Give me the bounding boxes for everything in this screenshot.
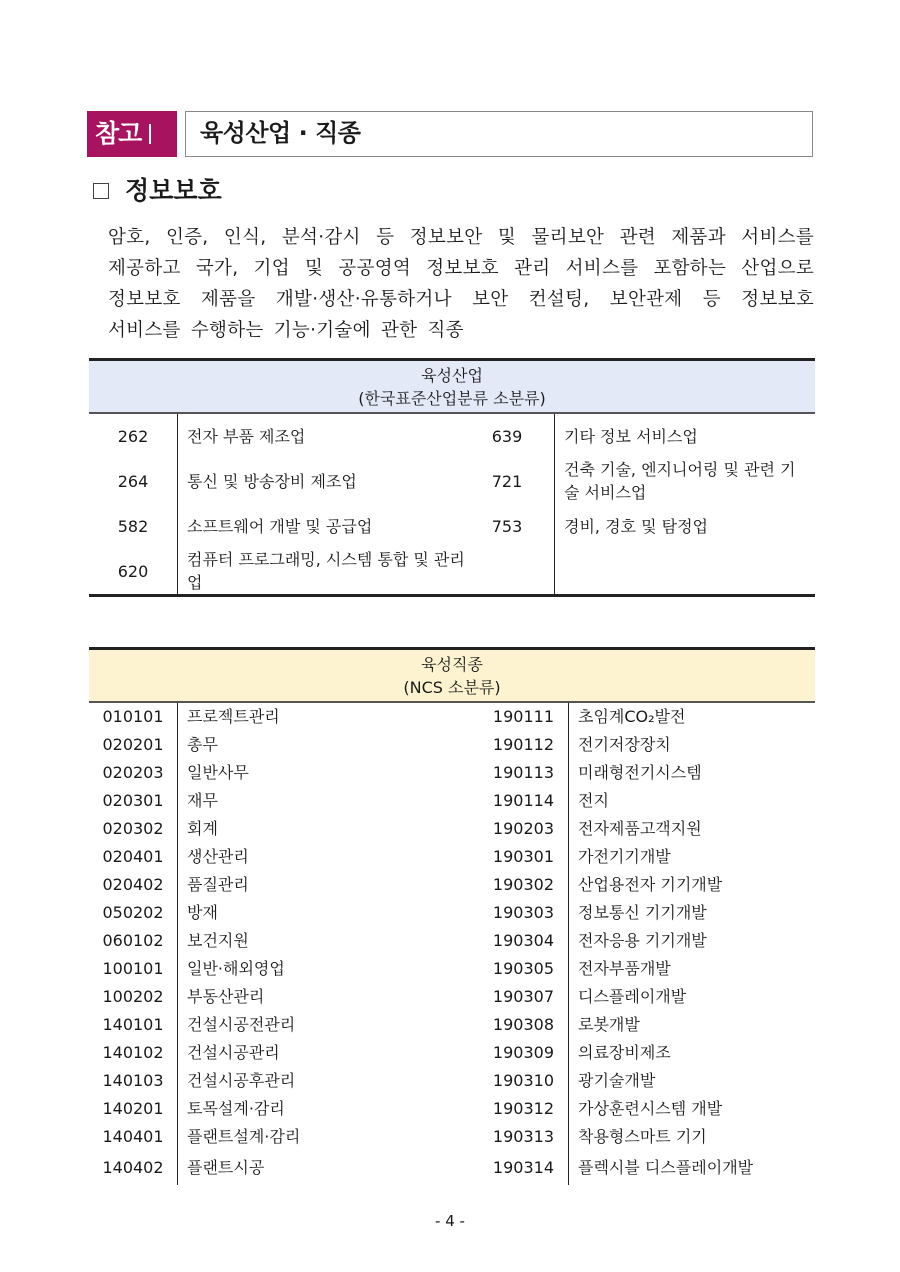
name-cell: 건설시공전관리 [178, 1011, 482, 1039]
name-cell: 보건지원 [178, 927, 482, 955]
code-cell: 190112 [492, 735, 554, 754]
reference-tag-label: 참고 [95, 119, 142, 148]
name-cell: 건설시공후관리 [178, 1067, 482, 1095]
name-cell: 가전기기개발 [569, 843, 816, 871]
table-row [89, 871, 815, 899]
page-number: - 4 - [435, 1212, 465, 1230]
industry-table-header [89, 360, 815, 414]
table-row [89, 1011, 815, 1039]
name-cell: 가상훈련시스템 개발 [569, 1095, 816, 1123]
code-cell: 060102 [102, 931, 164, 950]
name-cell: 재무 [178, 787, 482, 815]
table-row [89, 413, 815, 458]
name-cell: 경비, 경호 및 탐정업 [555, 504, 816, 548]
code-cell: 020201 [102, 735, 164, 754]
section-title: 정보보호 [125, 176, 222, 205]
name-cell: 회계 [178, 815, 482, 843]
name-cell: 일반사무 [178, 759, 482, 787]
name-cell: 광기술개발 [569, 1067, 816, 1095]
code-cell: 140201 [102, 1099, 164, 1118]
name-cell: 기타 정보 서비스업 [555, 413, 816, 458]
table-row [89, 1095, 815, 1123]
name-cell: 통신 및 방송장비 제조업 [178, 458, 469, 504]
name-cell: 전기저장장치 [569, 731, 816, 759]
table-row [89, 955, 815, 983]
table-row [89, 983, 815, 1011]
name-cell: 로봇개발 [569, 1011, 816, 1039]
industry-header-title: 육성산업 [421, 366, 483, 385]
name-cell: 전자 부품 제조업 [178, 413, 469, 458]
code-cell: 140402 [102, 1158, 164, 1177]
name-cell: 플랜트설계·감리 [178, 1123, 482, 1151]
name-cell: 디스플레이개발 [569, 983, 816, 1011]
code-cell: 190203 [492, 819, 554, 838]
code-cell: 190310 [492, 1071, 554, 1090]
code-cell: 190302 [492, 875, 554, 894]
code-cell: 100202 [102, 987, 164, 1006]
code-cell: 140103 [102, 1071, 164, 1090]
code-cell: 140102 [102, 1043, 164, 1062]
section-heading [93, 175, 222, 207]
description-line: 서비스를 수행하는 기능·기술에 관한 직종 [108, 320, 464, 341]
code-cell: 190309 [492, 1043, 554, 1062]
code-cell: 190113 [492, 763, 554, 782]
code-cell: 100101 [102, 959, 164, 978]
table-row [89, 504, 815, 548]
description-line: 제공하고 국가, 기업 및 공공영역 정보보호 관리 서비스를 포함하는 산업으로 [108, 258, 814, 279]
code-cell [468, 548, 555, 596]
code-cell: 190307 [492, 987, 554, 1006]
name-cell: 건축 기술, 엔지니어링 및 관련 기술 서비스업 [555, 458, 816, 504]
reference-tag [87, 111, 177, 157]
name-cell: 전자제품고객지원 [569, 815, 816, 843]
code-cell: 020402 [102, 875, 164, 894]
industry-table [89, 358, 815, 597]
occupation-table-header [89, 649, 815, 703]
code-cell: 020301 [102, 791, 164, 810]
table-row [89, 899, 815, 927]
code-cell: 190305 [492, 959, 554, 978]
name-cell: 미래형전기시스템 [569, 759, 816, 787]
occupation-table [89, 647, 815, 1185]
table-row [89, 927, 815, 955]
table-row [89, 1067, 815, 1095]
table-row [89, 843, 815, 871]
code-cell: 190313 [492, 1127, 554, 1146]
code-cell: 721 [491, 471, 523, 491]
table-row [89, 815, 815, 843]
code-cell: 190304 [492, 931, 554, 950]
code-cell: 140401 [102, 1127, 164, 1146]
table-row [89, 759, 815, 787]
industry-header-subtitle: (한국표준산업분류 소분류) [358, 389, 546, 408]
code-cell: 190114 [492, 791, 554, 810]
name-cell: 일반·해외영업 [178, 955, 482, 983]
code-cell: 020401 [102, 847, 164, 866]
code-cell: 010101 [102, 707, 164, 726]
description-line: 정보보호 제품을 개발·생산·유통하거나 보안 컨설팅, 보안관제 등 정보보호 [108, 289, 814, 310]
name-cell: 정보통신 기기개발 [569, 899, 816, 927]
name-cell: 소프트웨어 개발 및 공급업 [178, 504, 469, 548]
name-cell: 플렉시블 디스플레이개발 [569, 1151, 816, 1185]
name-cell: 산업용전자 기기개발 [569, 871, 816, 899]
code-cell: 190301 [492, 847, 554, 866]
title-bar [87, 111, 813, 157]
table-row [89, 1123, 815, 1151]
name-cell: 플랜트시공 [178, 1151, 482, 1185]
name-cell: 전자부품개발 [569, 955, 816, 983]
name-cell: 컴퓨터 프로그래밍, 시스템 통합 및 관리업 [178, 548, 469, 596]
table-row [89, 1151, 815, 1185]
name-cell: 착용형스마트 기기 [569, 1123, 816, 1151]
section-description [108, 222, 814, 346]
name-cell: 토목설계·감리 [178, 1095, 482, 1123]
occupation-header-title: 육성직종 [421, 655, 483, 674]
name-cell: 부동산관리 [178, 983, 482, 1011]
table-row [89, 458, 815, 504]
page-title: 육성산업 · 직종 [185, 111, 813, 157]
name-cell: 방재 [178, 899, 482, 927]
code-cell: 020302 [102, 819, 164, 838]
code-cell: 190111 [492, 707, 554, 726]
table-row [89, 787, 815, 815]
table-row [89, 731, 815, 759]
description-line: 암호, 인증, 인식, 분석·감시 등 정보보안 및 물리보안 관련 제품과 서비스를 [108, 227, 814, 248]
name-cell: 건설시공관리 [178, 1039, 482, 1067]
table-row [89, 548, 815, 596]
code-cell: 639 [491, 426, 523, 446]
code-cell: 020203 [102, 763, 164, 782]
name-cell: 생산관리 [178, 843, 482, 871]
name-cell: 프로젝트관리 [178, 702, 482, 731]
table-row [89, 702, 815, 731]
code-cell: 264 [117, 471, 149, 491]
code-cell: 190303 [492, 903, 554, 922]
code-cell: 190314 [492, 1158, 554, 1177]
square-bullet-icon [93, 183, 109, 199]
name-cell: 의료장비제조 [569, 1039, 816, 1067]
name-cell: 품질관리 [178, 871, 482, 899]
code-cell: 262 [117, 426, 149, 446]
name-cell: 총무 [178, 731, 482, 759]
table-row [89, 1039, 815, 1067]
code-cell: 753 [491, 516, 523, 536]
code-cell: 140101 [102, 1015, 164, 1034]
name-cell [555, 548, 816, 596]
name-cell: 전자응용 기기개발 [569, 927, 816, 955]
name-cell: 전지 [569, 787, 816, 815]
code-cell: 620 [89, 548, 178, 596]
code-cell: 190308 [492, 1015, 554, 1034]
name-cell: 초임계CO₂발전 [569, 702, 816, 731]
code-cell: 582 [117, 516, 149, 536]
code-cell: 190312 [492, 1099, 554, 1118]
code-cell: 050202 [102, 903, 164, 922]
occupation-header-subtitle: (NCS 소분류) [403, 678, 501, 697]
tag-divider [149, 124, 151, 144]
